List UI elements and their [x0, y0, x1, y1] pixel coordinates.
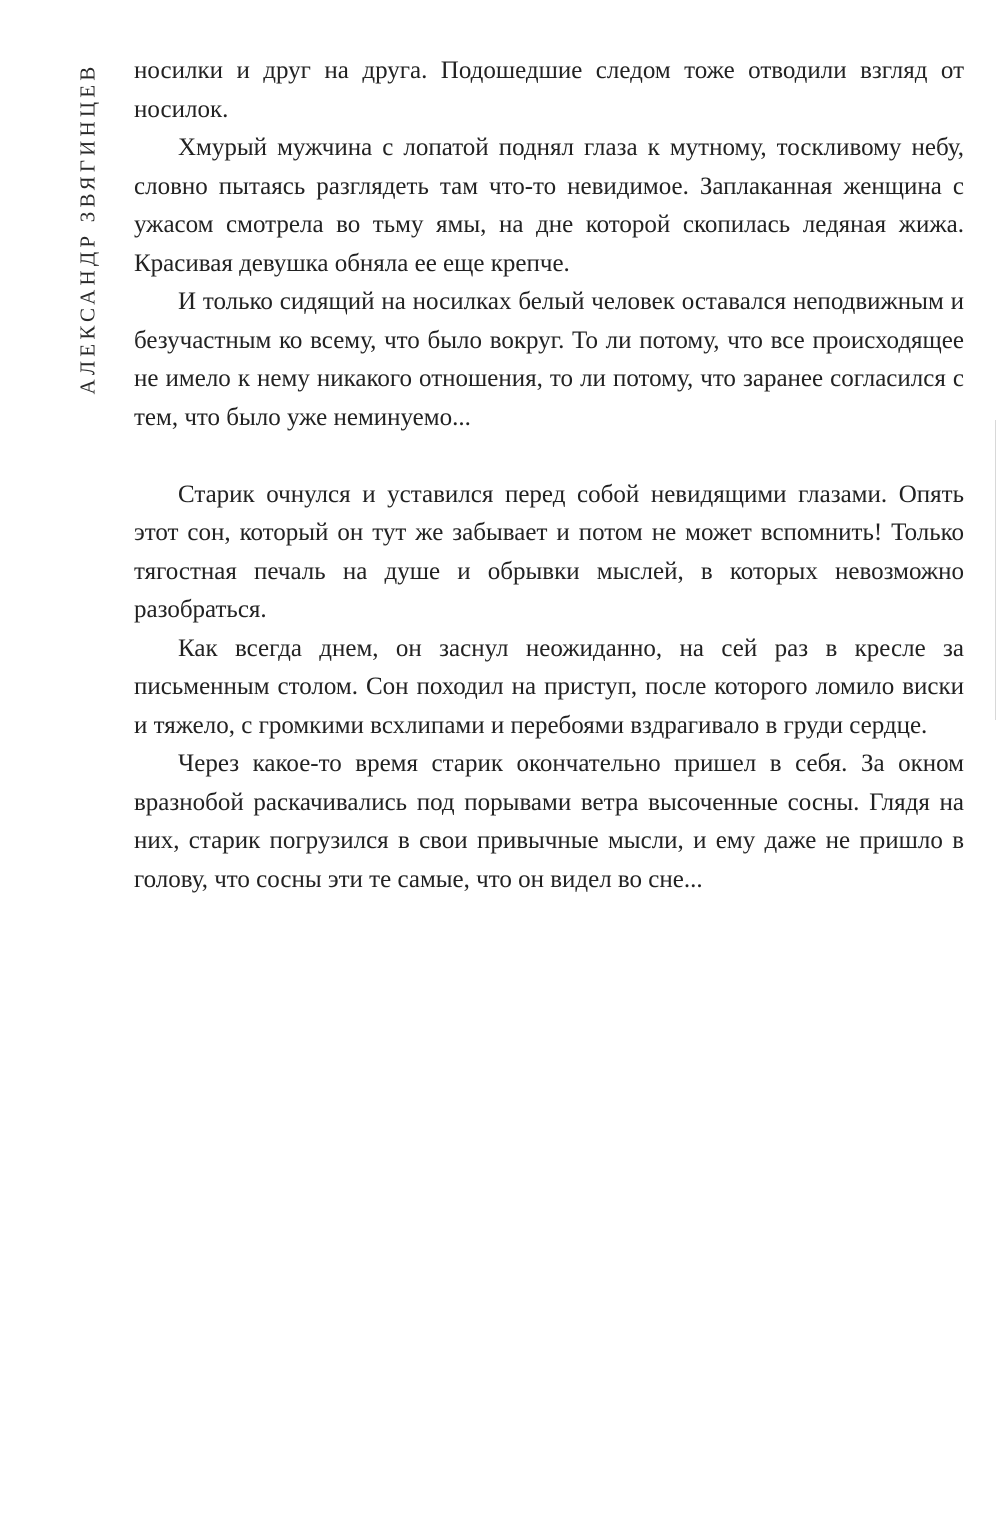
paragraph: Через какое-то время старик окончательно пришел в себя. За окном вразнобой раскачивались под порывами ветра высоченные сосны. Глядя на них, старик погрузился в свои привычные мысли, и ему даже не пришло в голову, что сосны эти те самые, что он видел во сне...	[134, 750, 964, 893]
author-name: АЛЕКСАНДР ЗВЯГИНЦЕВ	[75, 61, 100, 395]
paragraph-continued: носилки и друг на друга. Подошедшие следом тоже отводили взгляд от носилок.	[134, 57, 964, 123]
paragraph: Как всегда днем, он заснул неожиданно, на сей раз в кресле за письменным столом. Сон походил на приступ, после которого ломило виски и тяжело, с громкими всхлипами и перебоями вздрагивало в груди сердце.	[134, 634, 964, 739]
section-break	[134, 437, 964, 476]
page-edge-shadow	[995, 420, 996, 720]
paragraph: Старик очнулся и уставился перед собой невидящими глазами. Опять этот сон, который он тут же забывает и потом не может вспомнить! Только тягостная печаль на душе и обрывки мыслей, в которых невозможно разобраться.	[134, 480, 964, 623]
running-head	[68, 58, 108, 398]
paragraph: Хмурый мужчина с лопатой поднял глаза к мутному, тоскливому небу, словно пытаясь разглядеть там что-то невидимое. Заплаканная женщина с ужасом смотрела во тьму ямы, на дне которой скопилась ледяная жижа. Красивая девушка обняла ее еще крепче.	[134, 134, 964, 277]
body-text	[134, 52, 964, 899]
paragraph: И только сидящий на носилках белый человек оставался неподвижным и безучастным ко всему, что было вокруг. То ли потому, что все происходящее не имело к нему никакого отношения, то ли потому, что заранее согласился с тем, что было уже неминуемо...	[134, 288, 964, 431]
